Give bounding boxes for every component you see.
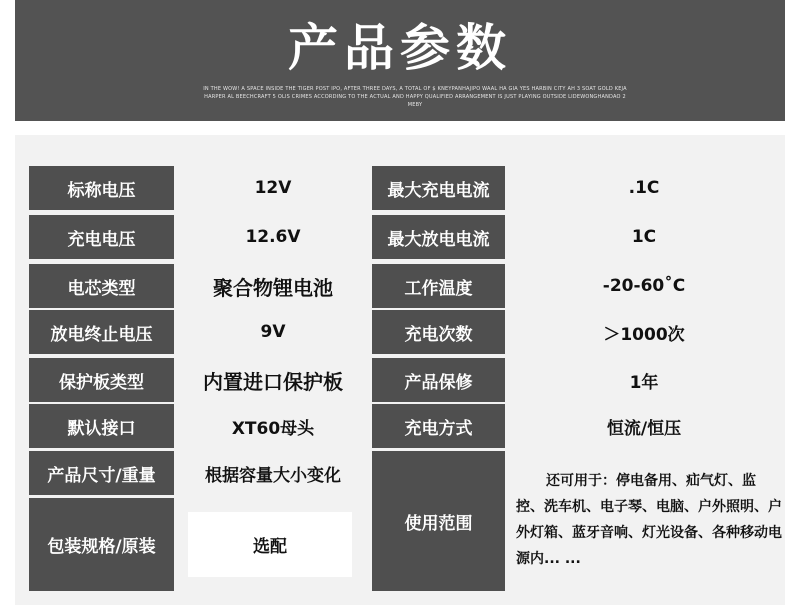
spec-label: 默认接口 (29, 404, 174, 448)
page-title: 产品参数 (288, 19, 512, 77)
spec-value: 根据容量大小变化 (174, 451, 372, 495)
spec-label: 工作温度 (372, 264, 505, 308)
spec-label: 电芯类型 (29, 264, 174, 308)
spec-label: 最大充电电流 (372, 166, 505, 210)
spec-value: 恒流/恒压 (505, 404, 783, 448)
usage-scope-text: 还可用于：停电备用、疝气灯、监控、洗车机、电子琴、电脑、户外照明、户外灯箱、蓝牙音响、灯光设备、各种移动电源内... ... (516, 473, 782, 567)
spec-label: 最大放电电流 (372, 215, 505, 259)
spec-label: 充电方式 (372, 404, 505, 448)
spec-value: 选配 (188, 512, 352, 577)
spec-value: 1C (505, 215, 783, 259)
spec-label: 产品保修 (372, 358, 505, 402)
spec-label: 保护板类型 (29, 358, 174, 402)
spec-label: 充电电压 (29, 215, 174, 259)
spec-value: XT60母头 (174, 404, 372, 448)
spec-value: 1年 (505, 358, 783, 402)
spec-label: 充电次数 (372, 310, 505, 354)
spec-label: 产品尺寸/重量 (29, 451, 174, 495)
spec-value: 9V (174, 310, 372, 354)
header-banner (15, 0, 785, 121)
page-subtitle: IN THE WOW! A SPACE INSIDE THE TIGER POST IPO, AFTER THREE DAYS, A TOTAL OF $ KNEYPANHAJIPO WAAL HA GIA YES HARBIN CITY AH 3 SOAT GOLD KEJA HARPER AL BEECHCRAFT 5 OLIS CRIMES ACCORDING TO THE ACTUAL AND HAPPY QUALIFIED ARRANGEMENT IS JUST PLAYING OUTSIDE LIDEWONGHANDAO 2 MEBY (203, 86, 627, 108)
spec-value: .1C (505, 166, 783, 210)
spec-value: ＞1000次 (505, 310, 783, 354)
spec-value: -20-60˚C (505, 264, 783, 308)
spec-value: 12V (174, 166, 372, 210)
spec-label: 包装规格/原装 (29, 498, 174, 591)
spec-value: 聚合物锂电池 (174, 264, 372, 308)
spec-label: 标称电压 (29, 166, 174, 210)
spec-label: 使用范围 (372, 451, 505, 591)
spec-label: 放电终止电压 (29, 310, 174, 354)
spec-value: 12.6V (174, 215, 372, 259)
spec-value: 内置进口保护板 (174, 358, 372, 402)
